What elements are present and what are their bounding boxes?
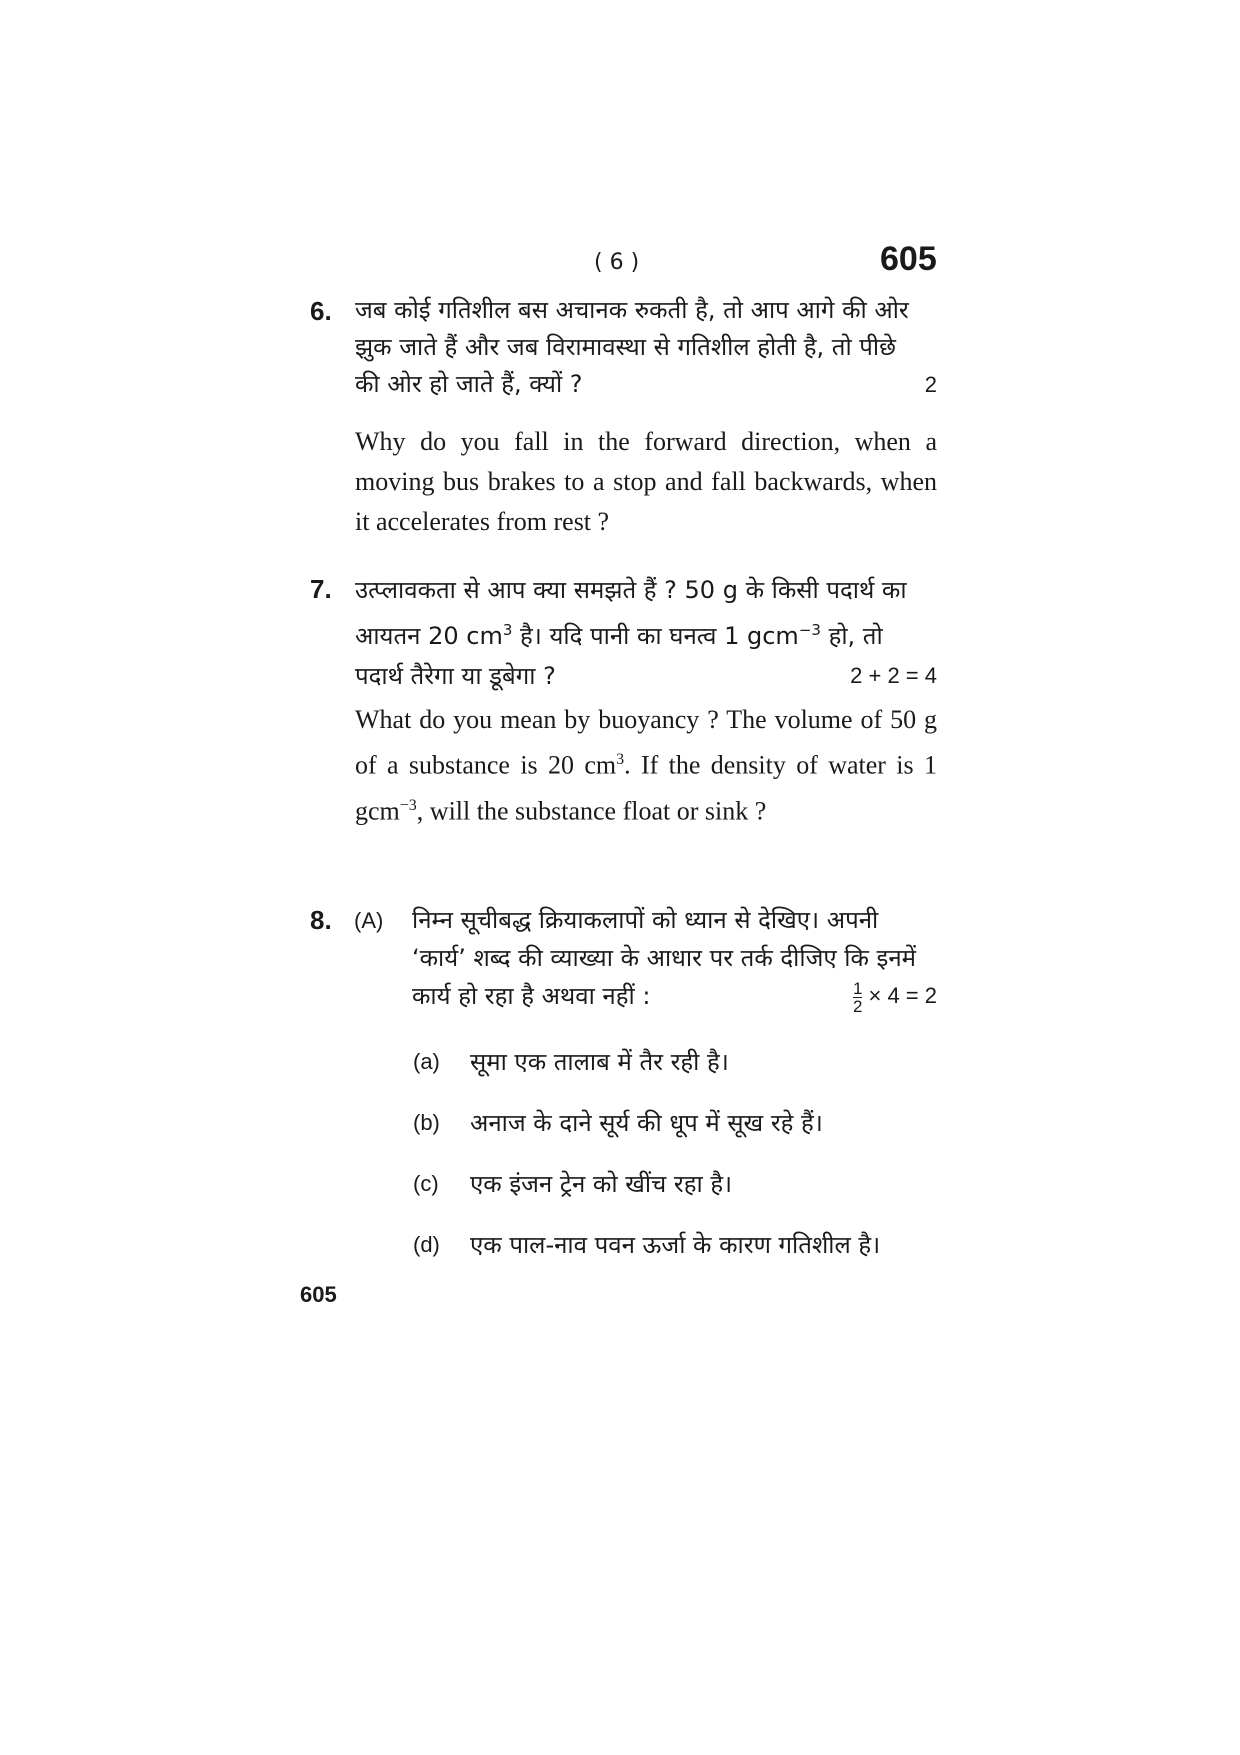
question-7-hindi-line-1: उत्प्लावकता से आप क्या समझते हैं ? 50 g के किसी पदार्थ का xyxy=(355,576,907,604)
half-fraction xyxy=(853,980,862,1015)
question-8-hindi-line-3: कार्य हो रहा है अथवा नहीं : xyxy=(412,982,651,1010)
question-7-english-exponent-2: −3 xyxy=(399,796,417,814)
question-7-english-c: , will the substance float or sink ? xyxy=(416,796,767,826)
fraction-denominator: 2 xyxy=(853,996,863,1016)
question-7-hindi-line-2-b: है। यदि पानी का घनत्व 1 gcm xyxy=(512,622,799,650)
question-7-hindi xyxy=(355,570,937,696)
option-b-label: (b) xyxy=(413,1110,440,1135)
question-7-hindi-line-2 xyxy=(355,610,937,656)
question-7-english xyxy=(355,700,937,831)
option-b-text: अनाज के दाने सूर्य की धूप में सूख रहे हैं। xyxy=(470,1109,823,1137)
density-exponent: −3 xyxy=(798,621,821,639)
question-8-hindi-line-3-row xyxy=(412,977,937,1015)
option-c-label: (c) xyxy=(413,1171,439,1196)
question-6-hindi-line-3: की ओर हो जाते हैं, क्यों ? xyxy=(355,370,583,398)
question-6-hindi xyxy=(355,292,937,403)
question-7-number: 7. xyxy=(310,574,332,604)
question-8-hindi-line-2: ‘कार्य’ शब्द की व्याख्या के आधार पर तर्क दीजिए कि इनमें xyxy=(412,944,917,972)
page-number: ( 6 ) xyxy=(594,250,640,275)
question-8-number: 8. xyxy=(310,905,332,935)
question-8-hindi xyxy=(412,901,937,1015)
paper-code-header: 605 xyxy=(880,240,937,278)
option-a-label: (a) xyxy=(413,1049,440,1074)
question-7-hindi-line-2-a: आयतन 20 cm xyxy=(355,622,503,650)
question-7-english-a: What do you mean by buoyancy ? The volume of 50 g of a substance is 20 cm xyxy=(355,705,937,780)
question-8-part-label: (A) xyxy=(354,908,384,933)
option-d-text: एक पाल-नाव पवन ऊर्जा के कारण गतिशील है। xyxy=(470,1231,881,1259)
question-8-marks-rest: × 4 = 2 xyxy=(868,983,937,1008)
paper-code-footer: 605 xyxy=(300,1282,337,1307)
question-6-number: 6. xyxy=(310,296,332,326)
question-7-hindi-line-3: पदार्थ तैरेगा या डूबेगा ? xyxy=(355,662,556,690)
volume-exponent: 3 xyxy=(502,621,513,639)
question-6-english: Why do you fall in the forward direction, when a moving bus brakes to a stop and fall backwards, when it accelerates from rest ? xyxy=(355,427,937,536)
question-6-hindi-line-1: जब कोई गतिशील बस अचानक रुकती है, तो आप आगे की ओर xyxy=(355,296,909,324)
question-7-hindi-line-3-row xyxy=(355,656,937,696)
option-a-text: सूमा एक तालाब में तैर रही है। xyxy=(470,1048,729,1076)
question-7-marks: 2 + 2 = 4 xyxy=(850,663,937,688)
question-7-english-b: . If the density of water is 1 gcm xyxy=(355,750,937,826)
option-c-text: एक इंजन ट्रेन को खींच रहा है। xyxy=(470,1170,733,1198)
question-8-hindi-line-1: निम्न सूचीबद्ध क्रियाकलापों को ध्यान से देखिए। अपनी xyxy=(412,906,879,934)
question-6-hindi-line-3-row xyxy=(355,366,937,403)
question-7-hindi-line-2-c: हो, तो xyxy=(820,622,883,650)
question-6-marks: 2 xyxy=(924,372,937,397)
option-d-label: (d) xyxy=(413,1232,440,1257)
fraction-numerator: 1 xyxy=(853,978,863,998)
question-6-hindi-line-2: झुक जाते हैं और जब विरामावस्था से गतिशील होती है, तो पीछे xyxy=(355,333,896,361)
question-7-english-exponent: 3 xyxy=(616,751,625,768)
question-8-marks xyxy=(853,977,937,1015)
